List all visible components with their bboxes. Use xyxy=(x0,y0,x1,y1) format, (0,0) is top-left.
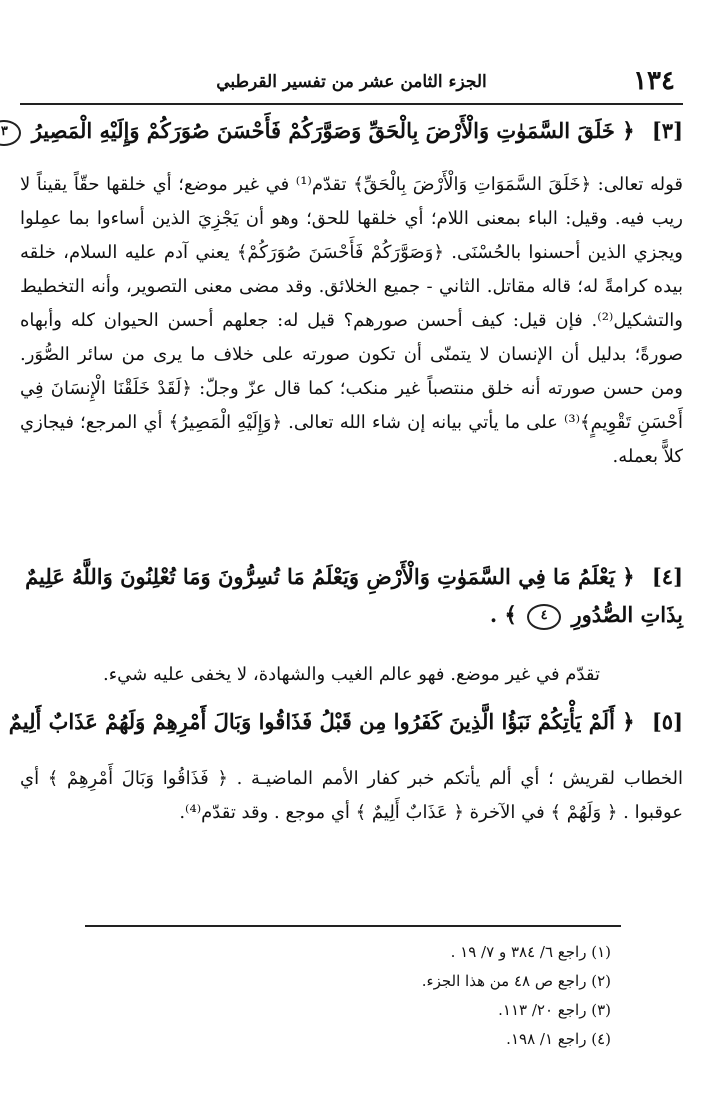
verse-end-marker: ٤ xyxy=(527,604,561,630)
verse-number: [٣] xyxy=(651,118,683,143)
footnote: (٣) راجع ٢٠/ ١١٣. xyxy=(498,1001,611,1019)
footnote: (٤) راجع ١/ ١٩٨. xyxy=(506,1030,611,1048)
verse-number: [٤] xyxy=(651,564,683,589)
verse-4 xyxy=(20,558,683,634)
page-number: ١٣٤ xyxy=(633,66,675,96)
footnote: (٢) راجع ص ٤٨ من هذا الجزء. xyxy=(421,972,611,990)
verse-3 xyxy=(0,112,683,150)
verse-close: ﴾ . xyxy=(489,602,517,627)
verse-5 xyxy=(8,703,683,741)
verse-number: [٥] xyxy=(651,709,683,734)
footnote: (١) راجع ٦/ ٣٨٤ و ٧/ ١٩ . xyxy=(450,943,611,961)
commentary-paragraph: الخطاب لقريش ؛ أي ألم يأتكم خبر كفار الأمم الماضيـة . ﴿ فَذَاقُوا وَبَالَ أَمْرِهِمْ ﴾ أي عوقبوا . ﴿ وَلَهُمْ ﴾ في الآخرة ﴿ عَذَابٌ أَلِيمٌ ﴾ أي موجع . وقد تقدّم⁽⁴⁾. xyxy=(20,768,683,823)
page-header xyxy=(20,66,683,102)
commentary-paragraph: قوله تعالى: ﴿خَلَقَ السَّمَوَاتِ وَالْأَرْضَ بِالْحَقِّ﴾ تقدّم⁽¹⁾ في غير موضع؛ أي خلقها حقّاً يقيناً لا ريب فيه. وقيل: الباء بمعنى اللام؛ أي خلقها للحق؛ وهو أن يَجْزِيَ الذين أساءوا بما عمِلوا ويجزي الذين أحسنوا بالحُسْنَى. ﴿وَصَوَّرَكُمْ فَأَحْسَنَ صُوَرَكُمْ﴾ يعني آدم عليه السلام، خلقه بيده كرامةً له؛ قاله مقاتل. الثاني - جميع الخلائق. وقد مضى معنى التصوير، وأنه التخطيط والتشكيل⁽²⁾. فإن قيل: كيف أحسن صورهم؟ قيل له: جعلهم أحسن الحيوان كله وأبهاه صورةً؛ بدليل أن الإنسان لا يتمنّى أن تكون صورته على خلاف ما يرى من سائر الصُّوَر. ومن حسن صورته أنه خلق منتصباً غير منكب؛ كما قال عزّ وجلّ: ﴿لَقَدْ خَلَقْنَا الْإِنسَانَ فِي أَحْسَنِ تَقْوِيمٍ﴾⁽³⁾ على ما يأتي بيانه إن شاء الله تعالى. ﴿وَإِلَيْهِ الْمَصِيرُ﴾ أي المرجع؛ فيجازي كلاًّ بعمله. xyxy=(20,174,684,467)
verse-text: ﴿ يَعْلَمُ مَا فِي السَّمَوٰتِ وَالْأَرْضِ وَيَعْلَمُ مَا تُسِرُّونَ وَمَا تُعْلِنُونَ وَاللَّهُ عَلِيمٌ بِذَاتِ الصُّدُورِ xyxy=(25,564,683,627)
footnote-rule xyxy=(85,925,621,927)
verse-end-marker: ٣ xyxy=(0,120,21,146)
verse-text: ﴿ أَلَمْ يَأْتِكُمْ نَبَؤُا الَّذِينَ كَفَرُوا مِن قَبْلُ فَذَاقُوا وَبَالَ أَمْرِهِمْ وَلَهُمْ عَذَابٌ أَلِيمٌ xyxy=(8,709,635,734)
footnotes xyxy=(422,938,611,1054)
header-rule xyxy=(20,103,683,105)
commentary-paragraph: تقدّم في غير موضع. فهو عالم الغيب والشهادة، لا يخفى عليه شيء. xyxy=(102,664,601,685)
running-title: الجزء الثامن عشر من تفسير القرطبي xyxy=(216,72,487,92)
verse-text: ﴿ خَلَقَ السَّمَوٰتِ وَالْأَرْضَ بِالْحَقِّ وَصَوَّرَكُمْ فَأَحْسَنَ صُوَرَكُمْ وَإِلَيْهِ الْمَصِيرُ xyxy=(31,118,635,143)
